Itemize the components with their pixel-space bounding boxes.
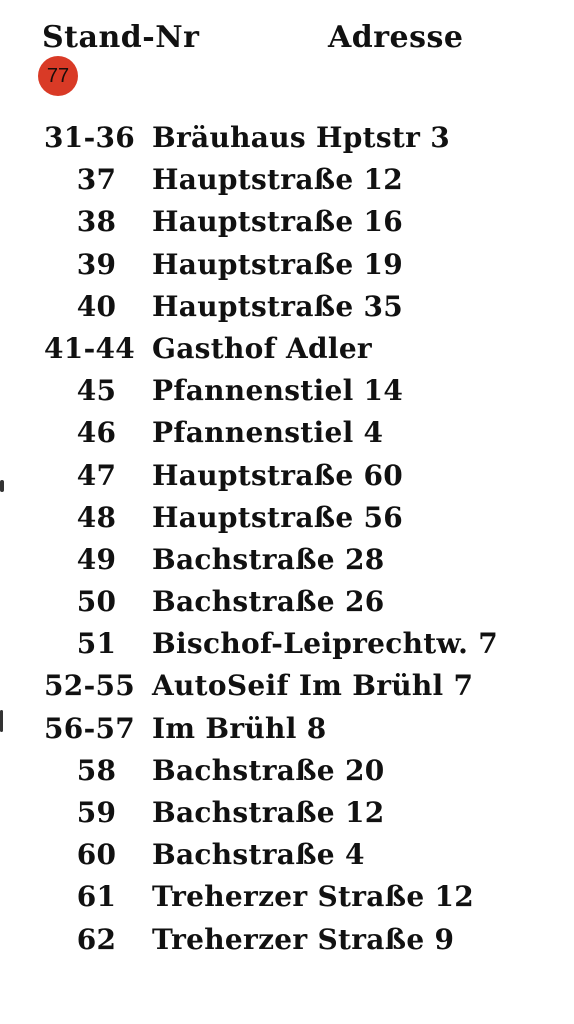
list-item (0, 792, 574, 834)
list-item (0, 750, 574, 792)
stand-address: Pfannenstiel 14 (152, 374, 404, 408)
stand-address: Pfannenstiel 4 (152, 416, 384, 450)
address-header: Adresse (328, 20, 464, 55)
stand-address: Bachstraße 28 (152, 542, 385, 576)
stand-number: 50 (76, 585, 117, 619)
stand-number: 45 (76, 374, 117, 408)
edge-mark (0, 710, 3, 732)
stand-address: Hauptstraße 16 (152, 205, 404, 239)
stand-number: 60 (76, 838, 117, 872)
stand-address: Hauptstraße 35 (152, 289, 404, 323)
list-item (0, 581, 574, 623)
stand-address: Gasthof Adler (152, 331, 372, 365)
list-item (0, 201, 574, 243)
stand-address: Hauptstraße 56 (152, 500, 404, 534)
stand-number: 51 (76, 627, 117, 661)
stand-number: 31-36 (44, 121, 136, 154)
stand-number: 41-44 (44, 331, 136, 365)
stand-number: 47 (76, 458, 117, 492)
stand-address: AutoSeif Im Brühl 7 (152, 669, 474, 703)
list-item (0, 708, 574, 750)
edge-mark (0, 480, 4, 492)
stand-address: Hauptstraße 19 (152, 247, 404, 281)
list-item (0, 244, 574, 286)
stand-address: Treherzer Straße 12 (152, 880, 475, 914)
list-item (0, 370, 574, 412)
stand-number: 62 (76, 922, 117, 956)
list-item (0, 834, 574, 876)
stand-address: Hauptstraße 60 (152, 458, 404, 492)
stand-number: 46 (76, 416, 117, 450)
list-item (0, 539, 574, 581)
stand-address: Bachstraße 20 (152, 753, 385, 787)
stand-number: 61 (76, 880, 117, 914)
list-item (0, 665, 574, 707)
stand-number: 37 (76, 163, 117, 197)
list-item (0, 328, 574, 370)
stand-number: 58 (76, 753, 117, 787)
stand-number: 40 (76, 289, 117, 323)
stand-number: 56-57 (44, 711, 136, 745)
stand-address-list (0, 117, 574, 961)
list-item (0, 623, 574, 665)
stand-number: 49 (76, 542, 117, 576)
stand-number: 52-55 (44, 669, 136, 703)
list-item (0, 286, 574, 328)
stand-address: Treherzer Straße 9 (152, 922, 455, 956)
list-item (0, 497, 574, 539)
list-item (0, 412, 574, 454)
list-item (0, 876, 574, 918)
stand-address: Bachstraße 12 (152, 796, 385, 829)
stand-number: 38 (76, 205, 117, 239)
stand-address: Bachstraße 26 (152, 585, 385, 619)
stand-address: Hauptstraße 12 (152, 163, 404, 197)
stand-number: 39 (76, 247, 117, 281)
stand-number: 59 (76, 796, 117, 829)
list-item (0, 455, 574, 497)
stand-address: Bachstraße 4 (152, 838, 365, 872)
count-badge: 77 (38, 56, 78, 96)
list-item (0, 117, 574, 159)
stand-address: Bräuhaus Hptstr 3 (152, 121, 451, 154)
stand-address: Bischof-Leiprechtw. 7 (152, 627, 499, 661)
list-item (0, 919, 574, 961)
list-item (0, 159, 574, 201)
stand-address: Im Brühl 8 (152, 711, 327, 745)
stand-number-header: Stand-Nr (42, 20, 200, 55)
stand-number: 48 (76, 500, 117, 534)
